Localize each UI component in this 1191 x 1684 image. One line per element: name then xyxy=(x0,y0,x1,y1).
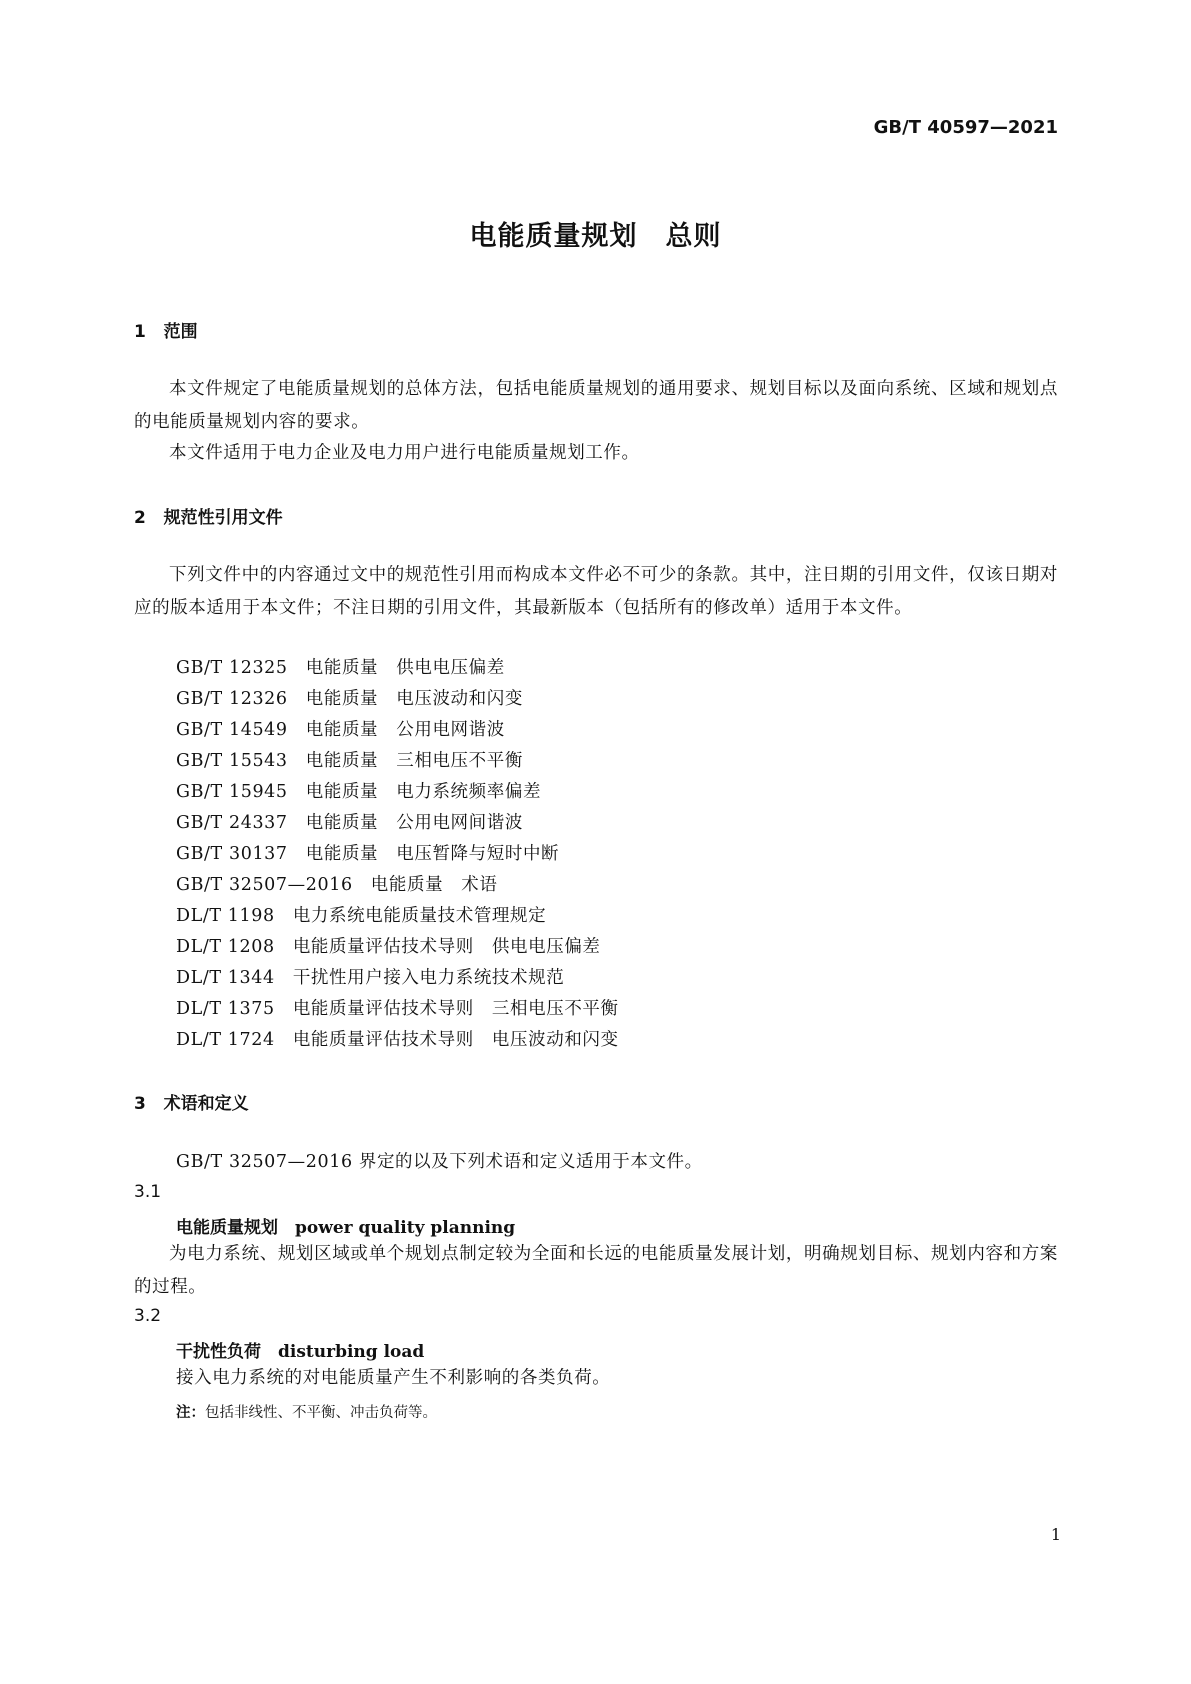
term-heading xyxy=(176,1213,515,1238)
reference-item: GB/T 24337 电能质量 公用电网间谐波 xyxy=(176,813,523,833)
reference-item: GB/T 30137 电能质量 电压暂降与短时中断 xyxy=(176,844,560,864)
term-english: disturbing load xyxy=(278,1342,425,1362)
section-heading-scope xyxy=(134,317,198,342)
reference-item: GB/T 12325 电能质量 供电电压偏差 xyxy=(176,658,505,678)
scope-paragraph-2: 本文件适用于电力企业及电力用户进行电能质量规划工作。 xyxy=(169,443,640,463)
reference-item: GB/T 15945 电能质量 电力系统频率偏差 xyxy=(176,782,542,802)
term-definition: 接入电力系统的对电能质量产生不利影响的各类负荷。 xyxy=(176,1368,611,1388)
section-number: 3 xyxy=(134,1094,146,1114)
reference-item: GB/T 12326 电能质量 电压波动和闪变 xyxy=(176,689,523,709)
reference-item: DL/T 1724 电能质量评估技术导则 电压波动和闪变 xyxy=(176,1030,619,1050)
term-chinese: 干扰性负荷 xyxy=(176,1342,261,1362)
term-english: power quality planning xyxy=(295,1218,516,1238)
document-title: 电能质量规划 总则 xyxy=(469,221,722,252)
section-title: 范围 xyxy=(163,322,198,342)
section-heading-terms-definitions xyxy=(134,1089,249,1114)
section-title: 术语和定义 xyxy=(163,1094,249,1114)
section-title: 规范性引用文件 xyxy=(163,508,283,528)
reference-item: DL/T 1198 电力系统电能质量技术管理规定 xyxy=(176,906,547,926)
references-intro: 下列文件中的内容通过文中的规范性引用而构成本文件必不可少的条款。其中，注日期的引用文件，仅该日期对应的版本适用于本文件；不注日期的引用文件，其最新版本（包括所有的修改单）适用于本文件。 xyxy=(134,565,1058,618)
terms-intro: GB/T 32507—2016 界定的以及下列术语和定义适用于本文件。 xyxy=(176,1152,703,1172)
section-number: 1 xyxy=(134,322,146,342)
scope-paragraph-1: 本文件规定了电能质量规划的总体方法，包括电能质量规划的通用要求、规划目标以及面向系统、区域和规划点的电能质量规划内容的要求。 xyxy=(134,379,1058,432)
reference-item: DL/T 1208 电能质量评估技术导则 供电电压偏差 xyxy=(176,937,601,957)
term-heading xyxy=(176,1337,424,1362)
reference-item: GB/T 14549 电能质量 公用电网谐波 xyxy=(176,720,505,740)
page-number: 1 xyxy=(1050,1525,1061,1544)
section-number: 2 xyxy=(134,508,146,528)
clause-number: 3.1 xyxy=(134,1182,162,1202)
term-definition: 为电力系统、规划区域或单个规划点制定较为全面和长远的电能质量发展计划，明确规划目标、规划内容和方案的过程。 xyxy=(134,1244,1058,1297)
section-heading-normative-references xyxy=(134,503,283,528)
standard-code: GB/T 40597—2021 xyxy=(873,117,1058,138)
note-label: 注： xyxy=(176,1405,205,1421)
reference-item: DL/T 1375 电能质量评估技术导则 三相电压不平衡 xyxy=(176,999,619,1019)
reference-item: GB/T 15543 电能质量 三相电压不平衡 xyxy=(176,751,523,771)
reference-item: DL/T 1344 干扰性用户接入电力系统技术规范 xyxy=(176,968,565,988)
term-chinese: 电能质量规划 xyxy=(176,1218,278,1238)
note-text: 包括非线性、不平衡、冲击负荷等。 xyxy=(205,1405,437,1421)
clause-number: 3.2 xyxy=(134,1306,162,1326)
term-note xyxy=(176,1401,437,1422)
reference-item: GB/T 32507—2016 电能质量 术语 xyxy=(176,875,498,895)
